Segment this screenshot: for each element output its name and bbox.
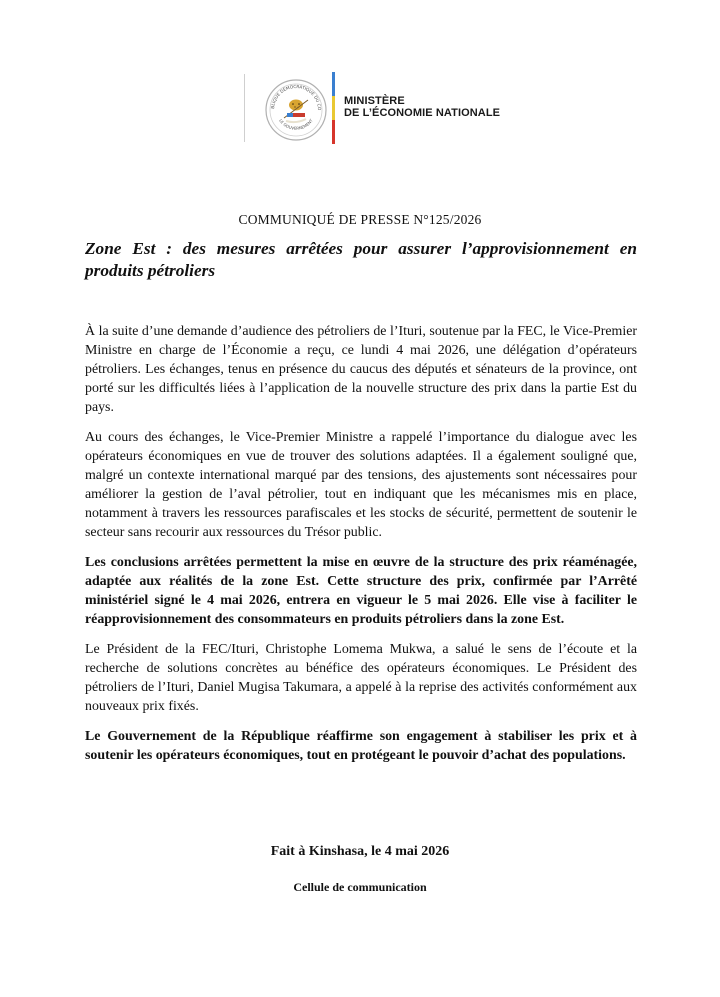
flag-color-bar (332, 72, 335, 144)
paragraph-2: Au cours des échanges, le Vice-Premier Ministre a rappelé l’importance du dialogue avec les opérateurs économiques en vue de trouver des solutions adaptées. Il a également souligné que, malgré un contexte international marqué par des tensions, des ajustements sont nécessaires pour améliorer la gestion de l’aval pétrolier, tout en indiquant que les mécanismes mis en place, notamment à travers les ressources parafiscales et les stocks de sécurité, permettent de soutenir le secteur sans recourir aux ressources du Trésor public. (85, 430, 637, 540)
communique-number: COMMUNIQUÉ DE PRESSE N°125/2026 (238, 212, 482, 227)
signature-cell: Cellule de communication (293, 880, 427, 894)
place-and-date: Fait à Kinshasa, le 4 mai 2026 (270, 844, 450, 859)
paragraph-4: Le Président de la FEC/Ituri, Christophe Lomema Mukwa, a salué le sens de l’écoute et la recherche de solutions concrètes au bénéfice des opérateurs économiques. Le Président des pétroliers de l’Ituri, Daniel Mugisa Takumara, a appelé à la reprise des activités conformément aux nouveaux prix fixés. (85, 642, 637, 714)
ministry-name-line2: DE L’ÉCONOMIE NATIONALE (344, 106, 501, 119)
flag-red-segment (332, 120, 335, 144)
article-body (85, 322, 637, 776)
flag-blue-segment (332, 72, 335, 96)
paragraph-3-bold: Les conclusions arrêtées permettent la mise en œuvre de la structure des prix réaménagée, adaptée aux réalités de la zone Est. Cette structure des prix, confirmée par l’Arrêté ministériel signé le 4 mai 2026, entrera en vigueur le 5 mai 2026. Elle vise à faciliter le réapprovisionnement des consommateurs en produits pétroliers dans la zone Est. (85, 555, 637, 627)
svg-text:LE GOUVERNEMENT: LE GOUVERNEMENT (278, 118, 314, 131)
svg-text:RÉPUBLIQUE DÉMOCRATIQUE DU CON: BLIQUE DÉMOCRATIQUE DU CO (271, 84, 322, 111)
paragraph-1: À la suite d’une demande d’audience des pétroliers de l’Ituri, soutenue par la FEC, le Vice-Premier Ministre en charge de l’Économie a reçu, ce lundi 4 mai 2026, une délégation d’opérateurs pétroliers. Les échanges, tenus en présence du caucus des députés et sénateurs de la province, ont porté sur les difficultés liées à l’application de la nouvelle structure des prix dans la partie Est du pays. (85, 324, 637, 415)
letterhead-divider (244, 74, 245, 142)
paragraph-5-bold: Le Gouvernement de la République réaffirme son engagement à stabiliser les prix et à soutenir les opérateurs économiques, tout en protégeant le pouvoir d’achat des populations. (85, 729, 637, 763)
flag-yellow-segment (332, 96, 335, 120)
headline: Zone Est : des mesures arrêtées pour assurer l’approvisionnement en produits pétroliers (85, 239, 637, 280)
ministry-name (344, 96, 500, 119)
ministry-name-line1: MINISTÈRE (344, 95, 405, 107)
government-seal-icon (264, 78, 328, 142)
